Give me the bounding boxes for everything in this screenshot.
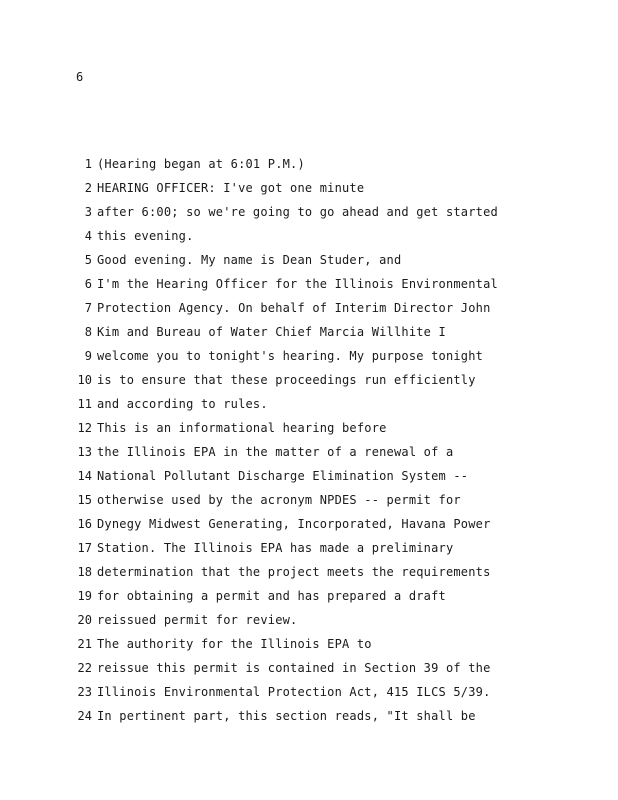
- line-text: This is an informational hearing before: [97, 421, 387, 435]
- transcript-line: [68, 344, 588, 368]
- line-text: Station. The Illinois EPA has made a preliminary: [97, 541, 454, 555]
- line-number: 5: [84, 253, 92, 267]
- line-number: 12: [77, 421, 92, 435]
- line-text: for obtaining a permit and has prepared a draft: [97, 589, 446, 603]
- line-number: 24: [77, 709, 92, 723]
- transcript-line: [68, 272, 588, 296]
- line-text: Kim and Bureau of Water Chief Marcia Willhite I: [97, 325, 446, 339]
- line-text: welcome you to tonight's hearing. My purpose tonight: [97, 349, 484, 363]
- transcript-line: [68, 176, 588, 200]
- line-number: 22: [77, 661, 92, 675]
- line-text: Dynegy Midwest Generating, Incorporated, Havana Power: [97, 517, 491, 531]
- transcript-line: [68, 368, 588, 392]
- line-text: Good evening. My name is Dean Studer, and: [97, 253, 402, 267]
- line-text: Protection Agency. On behalf of Interim Director John: [97, 301, 491, 315]
- line-number: 4: [84, 229, 92, 243]
- transcript-line: [68, 224, 588, 248]
- line-text: after 6:00; so we're going to go ahead and get started: [97, 205, 498, 219]
- line-number: 1: [84, 157, 92, 171]
- line-number: 7: [84, 301, 92, 315]
- line-text: this evening.: [97, 229, 194, 243]
- transcript-line: [68, 584, 588, 608]
- line-number: 23: [77, 685, 92, 699]
- page-number: 6: [76, 70, 84, 84]
- line-number: 6: [84, 277, 92, 291]
- line-text: otherwise used by the acronym NPDES -- permit for: [97, 493, 461, 507]
- line-number: 10: [77, 373, 92, 387]
- line-number: 17: [77, 541, 92, 555]
- line-number: 16: [77, 517, 92, 531]
- transcript-line: [68, 560, 588, 584]
- transcript-line: [68, 632, 588, 656]
- transcript-line: [68, 608, 588, 632]
- line-number: 14: [77, 469, 92, 483]
- line-text: and according to rules.: [97, 397, 268, 411]
- line-number: 3: [84, 205, 92, 219]
- transcript-line: [68, 656, 588, 680]
- line-number: 11: [77, 397, 92, 411]
- line-text: reissue this permit is contained in Section 39 of the: [97, 661, 491, 675]
- transcript-lines: [68, 152, 588, 728]
- line-text: (Hearing began at 6:01 P.M.): [97, 157, 305, 171]
- transcript-line: [68, 392, 588, 416]
- line-text: determination that the project meets the requirements: [97, 565, 491, 579]
- transcript-line: [68, 248, 588, 272]
- line-text: HEARING OFFICER: I've got one minute: [97, 181, 365, 195]
- line-number: 8: [84, 325, 92, 339]
- line-text: the Illinois EPA in the matter of a renewal of a: [97, 445, 454, 459]
- line-text: reissued permit for review.: [97, 613, 298, 627]
- line-number: 20: [77, 613, 92, 627]
- line-text: is to ensure that these proceedings run efficiently: [97, 373, 476, 387]
- transcript-line: [68, 488, 588, 512]
- transcript-line: [68, 536, 588, 560]
- transcript-line: [68, 320, 588, 344]
- line-number: 2: [84, 181, 92, 195]
- transcript-line: [68, 296, 588, 320]
- transcript-line: [68, 200, 588, 224]
- line-text: In pertinent part, this section reads, "It shall be: [97, 709, 476, 723]
- line-number: 13: [77, 445, 92, 459]
- line-number: 9: [84, 349, 92, 363]
- transcript-line: [68, 464, 588, 488]
- line-number: 21: [77, 637, 92, 651]
- transcript-line: [68, 440, 588, 464]
- line-number: 18: [77, 565, 92, 579]
- line-text: Illinois Environmental Protection Act, 415 ILCS 5/39.: [97, 685, 491, 699]
- transcript-line: [68, 416, 588, 440]
- transcript-line: [68, 680, 588, 704]
- line-number: 15: [77, 493, 92, 507]
- line-text: I'm the Hearing Officer for the Illinois Environmental: [97, 277, 498, 291]
- transcript-line: [68, 512, 588, 536]
- line-text: The authority for the Illinois EPA to: [97, 637, 372, 651]
- line-text: National Pollutant Discharge Elimination System --: [97, 469, 469, 483]
- line-number: 19: [77, 589, 92, 603]
- transcript-line: [68, 152, 588, 176]
- transcript-line: [68, 704, 588, 728]
